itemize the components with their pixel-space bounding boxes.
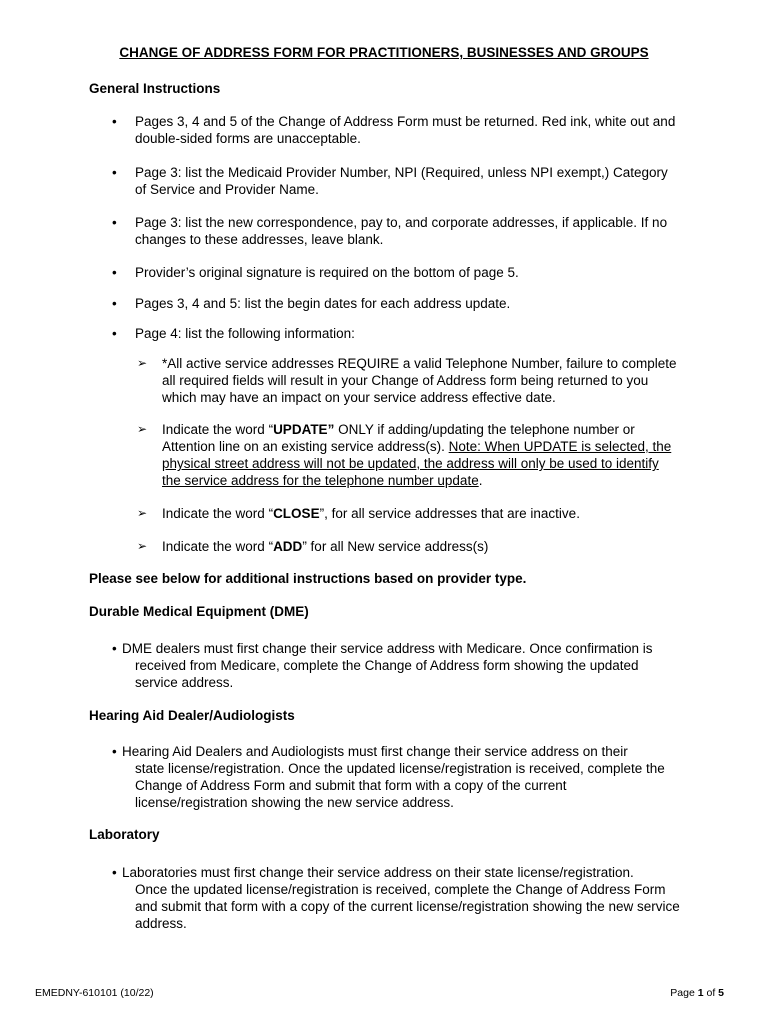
dme-heading: Durable Medical Equipment (DME) — [89, 604, 309, 619]
general-instructions-heading: General Instructions — [89, 81, 221, 96]
sub-list-item: ➢ *All active service addresses REQUIRE a valid Telephone Number, failure to complete all required fields will result in your Change of Address form being returned to you which may have an impact on your service address effective date. — [137, 356, 677, 405]
arrow-icon: ➢ — [137, 356, 148, 370]
sub-list-item: ➢ Indicate the word “CLOSE”, for all service addresses that are inactive. — [137, 506, 580, 521]
list-item: • Pages 3, 4 and 5: list the begin dates for each address update. — [112, 296, 511, 311]
arrow-icon: ➢ — [137, 422, 148, 436]
list-item: • Page 4: list the following information: — [112, 326, 355, 341]
list-item: • Hearing Aid Dealers and Audiologists must first change their service address on their state license/registration. Once the updated license/registration is received, complete the Change of Address Form and submit that form with a copy of the current license/registration showing the new service address. — [112, 744, 665, 810]
page-title: CHANGE OF ADDRESS FORM FOR PRACTITIONERS, BUSINESSES AND GROUPS — [119, 45, 649, 60]
list-item: • Provider’s original signature is required on the bottom of page 5. — [112, 265, 519, 280]
list-item: • Laboratories must first change their service address on their state license/registration. Once the updated license/registration is received, complete the Change of Address Form and submit that form with a copy of the current license/registration showing the new service address. — [112, 865, 680, 931]
sub-list-item: ➢ Indicate the word “UPDATE” ONLY if adding/updating the telephone number or Attention line on an existing service address(s). Note: When UPDATE is selected, the physical street address will not be updated, the address will only be used to identify the service address for the telephone number update. — [137, 422, 672, 488]
page-number: Page 1 of 5 — [670, 987, 724, 999]
arrow-icon: ➢ — [137, 506, 148, 520]
hearing-aid-heading: Hearing Aid Dealer/Audiologists — [89, 708, 295, 723]
laboratory-heading: Laboratory — [89, 827, 160, 842]
list-item: • Page 3: list the Medicaid Provider Number, NPI (Required, unless NPI exempt,) Category of Service and Provider Name. — [112, 165, 668, 197]
list-item: • DME dealers must first change their service address with Medicare. Once confirmation is received from Medicare, complete the Change of Address form showing the updated service address. — [112, 641, 653, 690]
form-id: EMEDNY-610101 (10/22) — [35, 987, 154, 999]
sub-list-item: ➢ Indicate the word “ADD” for all New service address(s) — [137, 539, 489, 554]
list-item: • Pages 3, 4 and 5 of the Change of Address Form must be returned. Red ink, white out and double-sided forms are unacceptable. — [112, 114, 676, 146]
additional-instructions-heading: Please see below for additional instructions based on provider type. — [89, 571, 527, 586]
list-item: • Page 3: list the new correspondence, pay to, and corporate addresses, if applicable. If no changes to these addresses, leave blank. — [112, 215, 668, 247]
arrow-icon: ➢ — [137, 539, 148, 553]
